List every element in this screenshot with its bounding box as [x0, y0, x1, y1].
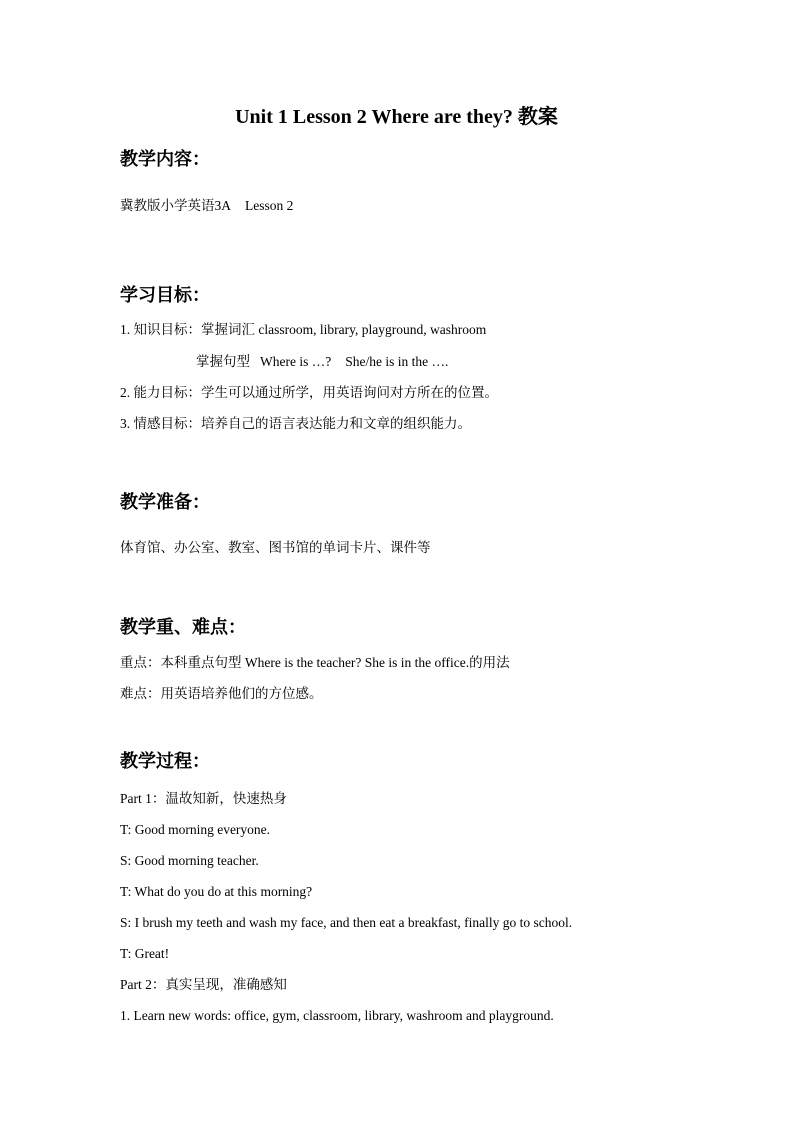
key-point-line: 重点：本科重点句型 Where is the teacher? She is in the office.的用法: [120, 655, 510, 670]
section-heading-process: 教学过程：: [120, 751, 210, 771]
difficult-point-line: 难点：用英语培养他们的方位感。: [120, 686, 323, 701]
process-line: Part 2：真实呈现，准确感知: [120, 977, 287, 992]
process-line: T: Good morning everyone.: [120, 822, 271, 837]
objective-knowledge: 1. 知识目标：掌握词汇 classroom, library, playground, washroom: [120, 322, 487, 337]
pattern-answer: She/he is in the ….: [345, 354, 449, 369]
objective-emotion: 3. 情感目标：培养自己的语言表达能力和文章的组织能力。: [120, 416, 471, 431]
section-heading-objectives: 学习目标：: [120, 285, 210, 305]
process-line: Part 1：温故知新，快速热身: [120, 791, 287, 806]
process-line: S: I brush my teeth and wash my face, and then eat a breakfast, finally go to school.: [120, 915, 573, 930]
section-heading-content: 教学内容：: [120, 149, 210, 169]
pattern-question: Where is …?: [260, 354, 332, 369]
preparation-line: 体育馆、办公室、教室、图书馆的单词卡片、课件等: [120, 540, 431, 555]
content-line: [120, 196, 293, 216]
lesson-name: Lesson 2: [245, 198, 294, 213]
pattern-label: 掌握句型: [196, 354, 250, 369]
process-line: S: Good morning teacher.: [120, 853, 259, 868]
section-heading-preparation: 教学准备：: [120, 492, 210, 512]
document-title: Unit 1 Lesson 2 Where are they? 教案: [235, 106, 558, 128]
process-line: T: Great!: [120, 946, 170, 961]
process-line: 1. Learn new words: office, gym, classroom, library, washroom and playground.: [120, 1008, 554, 1023]
objective-sentence-patterns: [196, 352, 448, 372]
textbook-name: 冀教版小学英语3A: [120, 198, 231, 213]
section-heading-key-points: 教学重、难点：: [120, 617, 246, 637]
process-line: T: What do you do at this morning?: [120, 884, 313, 899]
objective-ability: 2. 能力目标：学生可以通过所学，用英语询问对方所在的位置。: [120, 385, 498, 400]
